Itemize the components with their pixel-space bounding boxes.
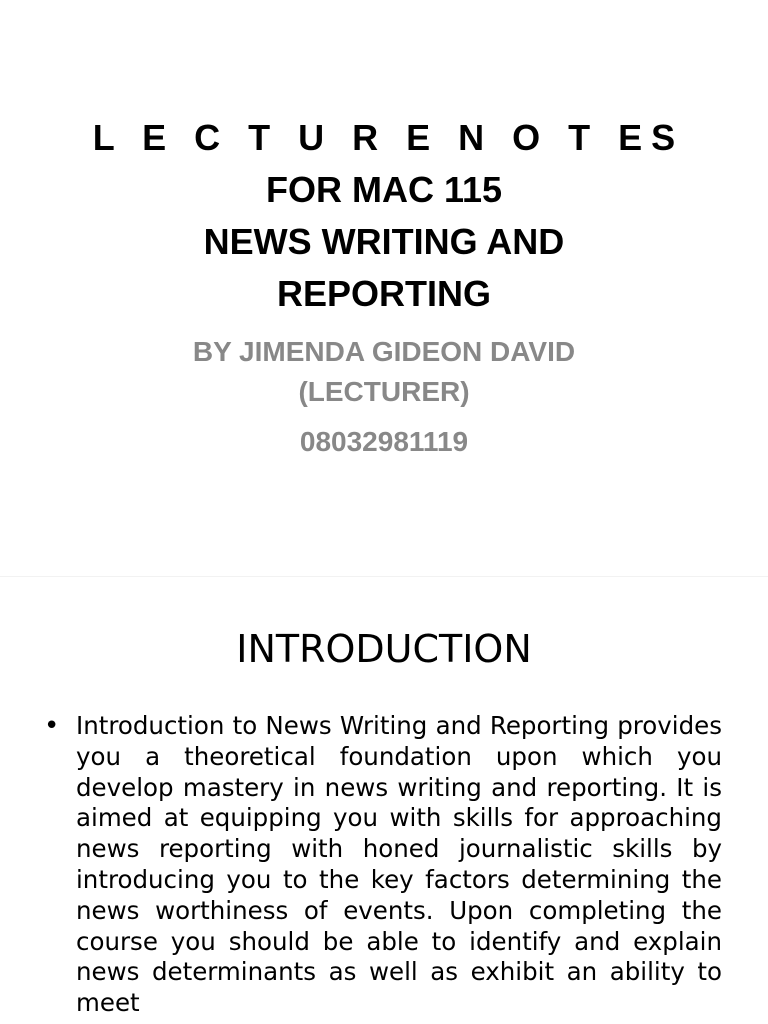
slide-subtitle (0, 332, 768, 462)
introduction-paragraph: Introduction to News Writing and Reporting provides you a theoretical foundation upon which you develop mastery in news writing and reporting. It is aimed at equipping you with skills for approaching news reporting with honed journalistic skills by introducing you to the key factors determining the news worthiness of events. Upon completing the course you should be able to identify and explain news determinants as well as exhibit an ability to meet (76, 711, 722, 1018)
title-line-course-code: FOR MAC 115 (265, 169, 503, 210)
introduction-slide (0, 577, 768, 1024)
title-line-lecture-notes: L E C T U R E N O T ES (92, 117, 685, 158)
author-role: (LECTURER) (298, 376, 470, 407)
author-line: BY JIMENDA GIDEON DAVID (192, 336, 576, 367)
bullet-icon: • (44, 711, 60, 741)
title-line-course-name: NEWS WRITING AND (203, 221, 565, 262)
phone-number: 08032981119 (299, 426, 469, 457)
title-line-course-name-cont: REPORTING (276, 273, 491, 314)
slide-title (0, 112, 768, 320)
introduction-heading: INTRODUCTION (236, 627, 532, 671)
